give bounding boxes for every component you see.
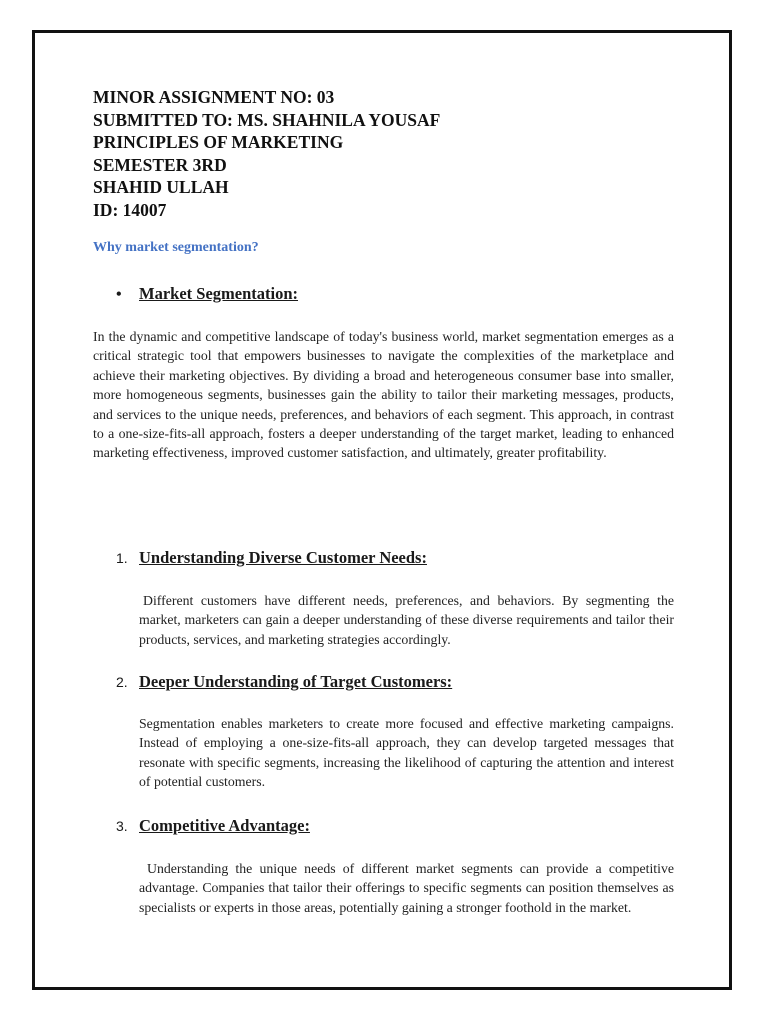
course-name: PRINCIPLES OF MARKETING xyxy=(93,132,344,153)
semester: SEMESTER 3RD xyxy=(93,154,227,175)
item-heading-1 xyxy=(116,548,427,568)
bullet-icon: • xyxy=(116,286,122,303)
assignment-number: MINOR ASSIGNMENT NO: 03 xyxy=(93,87,335,107)
section-heading xyxy=(116,284,298,304)
item-number: 2. xyxy=(116,674,128,690)
intro-paragraph: In the dynamic and competitive landscape of today's business world, market segmentation emerges as a critical strategic tool that empowers businesses to navigate the complexities of the marketplace and achieve their marketing objectives. By dividing a broad and heterogeneous consumer base into smaller, more homogeneous segments, businesses gain the ability to tailor their marketing messages, products, and services to the unique needs, preferences, and behaviors of each segment. This approach, in contrast to a one-size-fits-all approach, fosters a deeper understanding of the target market, leading to enhanced marketing effectiveness, improved customer satisfaction, and ultimately, greater profitability. xyxy=(93,329,674,461)
submitted-to: SUBMITTED TO: MS. SHAHNILA YOUSAF xyxy=(93,109,441,130)
question-heading: Why market segmentation? xyxy=(93,240,259,255)
item-heading-text: Understanding Diverse Customer Needs: xyxy=(139,548,427,567)
item-heading-text: Competitive Advantage: xyxy=(139,816,310,835)
student-name: SHAHID ULLAH xyxy=(93,177,229,198)
section-heading-text: Market Segmentation: xyxy=(139,284,299,303)
student-id: ID: 14007 xyxy=(93,199,167,220)
item-paragraph-2: Segmentation enables marketers to create more focused and effective marketing campaigns. Instead of employing a one-size-fits-all approach, they can develop targeted messages that resonate with specific segments, increasing the likelihood of capturing the attention and interest of potential customers. xyxy=(139,716,674,790)
item-paragraph-3: Understanding the unique needs of different market segments can provide a competitive advantage. Companies that tailor their offerings to specific segments can position themselves as specialists or experts in those areas, potentially gaining a stronger foothold in the market. xyxy=(139,861,674,915)
item-heading-3 xyxy=(116,816,310,836)
item-paragraph-1: Different customers have different needs, preferences, and behaviors. By segmenting the market, marketers can gain a deeper understanding of these diverse requirements and tailor their products, services, and marketing strategies accordingly. xyxy=(139,593,674,647)
item-number: 3. xyxy=(116,818,128,834)
document-header xyxy=(93,86,440,222)
item-heading-text: Deeper Understanding of Target Customers: xyxy=(139,672,453,691)
item-number: 1. xyxy=(116,550,128,566)
item-heading-2 xyxy=(116,672,452,692)
